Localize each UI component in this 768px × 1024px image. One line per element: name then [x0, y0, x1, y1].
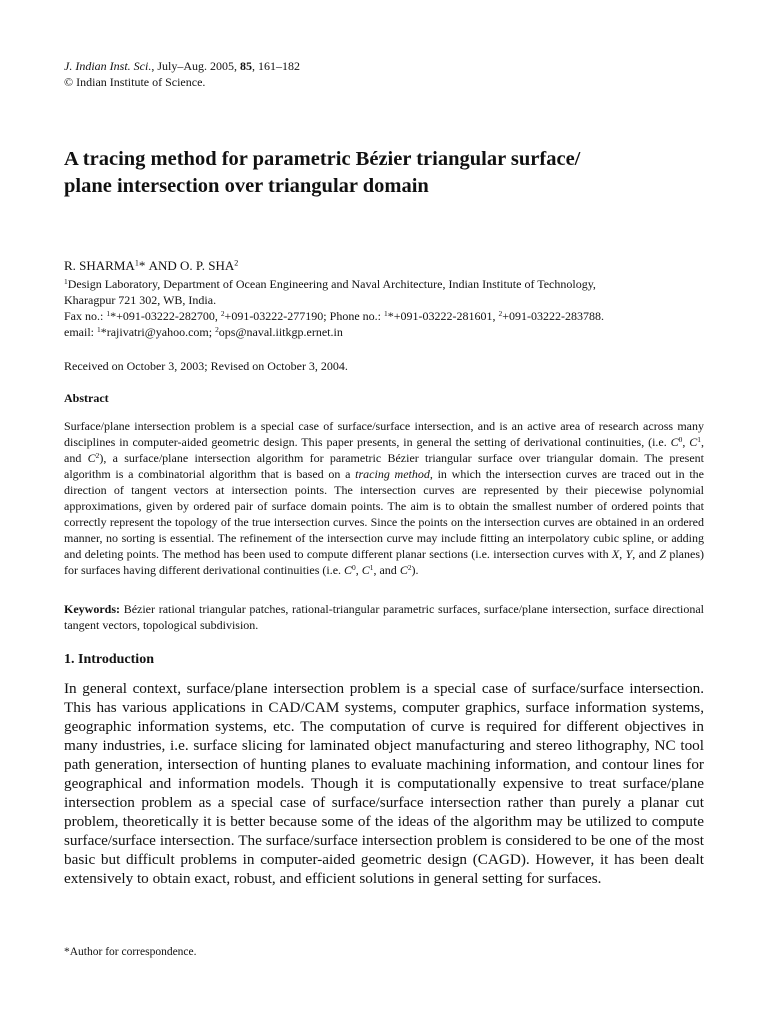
author-list: R. SHARMA$^1$* AND O. P. SHA$^2$ [64, 258, 239, 273]
contact-emails: email: $^1$*rajivatri@yahoo.com; $^2$ops@naval.iitkgp.ernet.in [64, 324, 343, 339]
abstract-body: Surface/plane intersection problem is a special case of surface/surface intersection, and is an active area of research across many disciplines in computer-aided geometric design. This paper presents, in general the setting of derivational continuities, (i.e. $C^0$, $C^1$, and $C^2$), a surface/plane intersection algorithm for parametric Bézier triangular surface over triangular domain. The present algorithm is a combinatorial algorithm that is based on a tracing method, in which the intersection curves are traced out in the direction of tangent vectors at intersection points. The intersection curves are represented by their piecewise polynomial approximations, given by ordered pair of surface domain points. The aim is to obtain the smallest number of ordered points that correctly represent the topology of the true intersection curves. Since the points on the intersection curves are obtained in an ordered manner, no sorting is essential. The refinement of the intersection curve may include fitting an interpolatory cubic spline, or adding and deleting points. The method has been used to compute different planar sections (i.e. intersection curves with X, Y, and Z planes) for surfaces having different derivational continuities (i.e. $C^0$, $C^1$, and $C^2$). [64, 419, 705, 577]
title-line-2: plane intersection over triangular domain [64, 175, 429, 197]
journal-header [64, 58, 704, 90]
contact-numbers: Fax no.: $^1$*+091-03222-282700, $^2$+091-03222-277190; Phone no.: $^1$*+091-03222-281601, $^2$+091-03222-283788. [64, 308, 604, 323]
abstract-heading: Abstract [64, 391, 109, 405]
introduction-body: In general context, surface/plane intersection problem is a special case of surface/surface intersection. This has various applications in CAD/CAM systems, computer graphics, surface information systems, geographic information systems, etc. The computation of curve is required for different objectives in many industries, i.e. surface slicing for laminated object manufacturing and stereo lithography, NC tool path generation, intersection of hunting planes to evaluate machining information, and contour lines for geographical and information models. Though it is computationally expensive to treat surface/plane intersection problem as a special case of surface/surface intersection rather than purely a planar cut problem, theoretically it is better because some of the ideas of the algorithm may be utilized to compute surface/surface intersection. The surface/surface intersection problem is considered to be one of the most basic but difficult problems in computer-aided geometric design (CAGD). However, it has been dealt extensively to obtain exact, robust, and efficient solutions in general setting for surfaces. [64, 680, 704, 888]
keywords-block [64, 601, 704, 633]
footnote: *Author for correspondence. [64, 946, 197, 958]
copyright-line: © Indian Institute of Science. [64, 75, 206, 89]
keywords-label: Keywords: [64, 602, 120, 616]
section-heading-introduction: 1. Introduction [64, 652, 154, 667]
affiliation-block [64, 276, 704, 340]
affiliation-line: $^1$Design Laboratory, Department of Ocean Engineering and Naval Architecture, Indian Institute of Technology, [64, 276, 596, 291]
received-dates: Received on October 3, 2003; Revised on October 3, 2004. [64, 359, 348, 373]
keywords-text: Bézier rational triangular patches, rational-triangular parametric surfaces, surface/plane intersection, surface directional tangent vectors, topological subdivision. [64, 602, 704, 632]
title-line-1: A tracing method for parametric Bézier triangular surface/ [64, 148, 581, 170]
paper-title [64, 146, 704, 200]
journal-citation: J. Indian Inst. Sci., July–Aug. 2005, 85, 161–182 [64, 59, 300, 73]
affiliation-address: Kharagpur 721 302, WB, India. [64, 293, 217, 307]
